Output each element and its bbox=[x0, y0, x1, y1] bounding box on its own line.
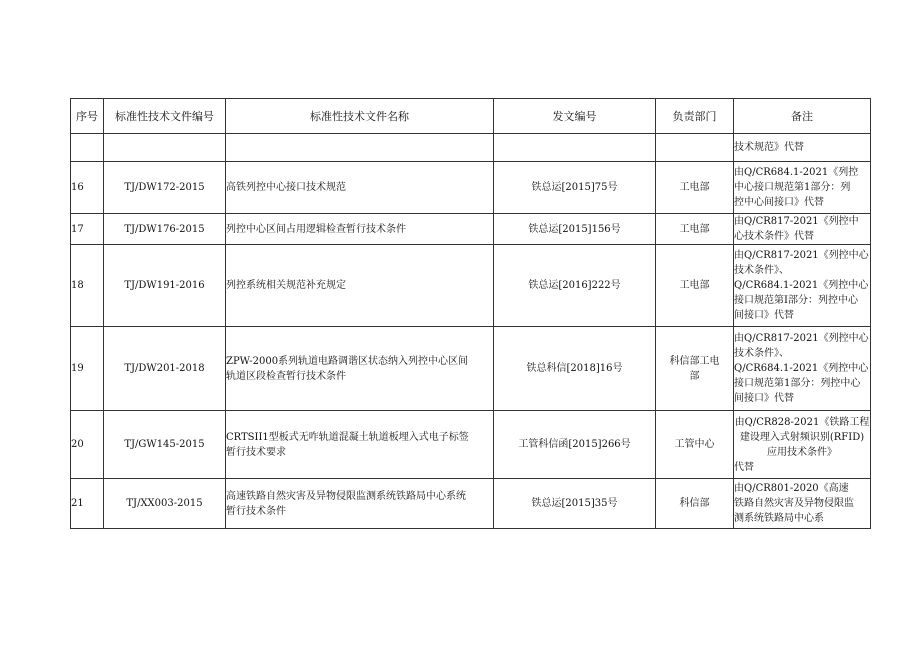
cell-note-line: 技术条件》、 bbox=[734, 265, 789, 276]
header-code: 标准性技术文件编号 bbox=[104, 99, 226, 134]
table-row bbox=[71, 327, 871, 411]
cell-code: TJ/DW176-2015 bbox=[104, 214, 226, 245]
cell-note-line: 间接口》代替 bbox=[734, 393, 794, 404]
cell-seq: 18 bbox=[71, 245, 104, 327]
table-header bbox=[71, 99, 871, 134]
cell-note bbox=[734, 162, 871, 214]
cell-note-line: 接口规范第I部分：列控中心 bbox=[734, 295, 858, 306]
cell-dept bbox=[656, 327, 734, 411]
cell-code: TJ/DW191-2016 bbox=[104, 245, 226, 327]
cell-dept bbox=[656, 411, 734, 479]
cell-dept bbox=[656, 214, 734, 245]
cell-note-line: 由Q/CR817-2021《列控中 bbox=[734, 216, 859, 227]
cell-dept bbox=[656, 479, 734, 529]
header-dept: 负责部门 bbox=[656, 99, 734, 134]
cell-dept bbox=[656, 245, 734, 327]
cell-name bbox=[226, 327, 494, 411]
cell-seq: 21 bbox=[71, 479, 104, 529]
cell-doc-no: 工管科信函[2015]266号 bbox=[494, 411, 656, 479]
cell-doc-no: 铁总运[2015]156号 bbox=[494, 214, 656, 245]
cell-code: TJ/XX003-2015 bbox=[104, 479, 226, 529]
cell-dept-line: 科信部工电 bbox=[669, 355, 720, 367]
cell-note-line: 技术规范》代替 bbox=[734, 142, 804, 153]
table-body bbox=[71, 134, 871, 529]
cell-note bbox=[734, 214, 871, 245]
cell-note-line: 由Q/CR684.1-2021《列控 bbox=[734, 167, 859, 178]
table-row bbox=[71, 134, 871, 162]
cell-dept-line: 部 bbox=[689, 370, 700, 382]
cell-seq: 20 bbox=[71, 411, 104, 479]
cell-note-line: Q/CR684.1-2021《列控中心 bbox=[734, 280, 869, 291]
header-row bbox=[71, 99, 871, 134]
cell-name-line: ZPW-2000系列轨道电路调谐区状态纳入列控中心区间 bbox=[226, 355, 469, 367]
cell-note-line: 由Q/CR817-2021《列控中心 bbox=[734, 333, 869, 344]
cell-code: TJ/DW172-2015 bbox=[104, 162, 226, 214]
cell-doc-no: 铁总运[2016]222号 bbox=[494, 245, 656, 327]
cell-name bbox=[226, 479, 494, 529]
cell-seq: 16 bbox=[71, 162, 104, 214]
cell-name bbox=[226, 411, 494, 479]
cell-note-line: 技术条件》、 bbox=[734, 348, 789, 359]
cell-dept-line: 科信部 bbox=[679, 498, 710, 509]
cell-note bbox=[734, 134, 871, 162]
cell-note bbox=[734, 327, 871, 411]
cell-note-line: 接口规范第1部分：列控中心 bbox=[734, 378, 861, 389]
cell-note-line: 由Q/CR817-2021《列控中心 bbox=[734, 250, 869, 261]
cell-doc-no bbox=[494, 134, 656, 162]
cell-note-line: 应用技术条件》 bbox=[767, 446, 837, 458]
cell-note-line: 控中心间接口》代替 bbox=[734, 197, 824, 208]
standards-table bbox=[70, 98, 871, 529]
table-row bbox=[71, 162, 871, 214]
cell-note-line: 间接口》代替 bbox=[734, 310, 794, 321]
cell-doc-no: 铁总科信[2018]16号 bbox=[494, 327, 656, 411]
cell-name bbox=[226, 214, 494, 245]
header-doc-no: 发文编号 bbox=[494, 99, 656, 134]
cell-name bbox=[226, 134, 494, 162]
cell-dept-line: 工电部 bbox=[679, 182, 710, 193]
cell-dept-line: 工电部 bbox=[679, 223, 710, 235]
cell-note-line: 代替 bbox=[734, 461, 754, 473]
cell-name-line: 列控中心区间占用逻辑检查暂行技术条件 bbox=[226, 223, 406, 235]
cell-dept bbox=[656, 162, 734, 214]
cell-note bbox=[734, 245, 871, 327]
cell-note-line: 铁路自然灾害及异物侵限监 bbox=[734, 498, 854, 509]
cell-note-line: Q/CR684.1-2021《列控中心 bbox=[734, 363, 869, 374]
cell-note-line: 测系统铁路局中心系 bbox=[734, 513, 824, 524]
cell-dept-line: 工管中心 bbox=[674, 439, 715, 450]
header-note: 备注 bbox=[734, 99, 871, 134]
cell-note-line: 由Q/CR828-2021《铁路工程 bbox=[734, 416, 870, 428]
table-row bbox=[71, 479, 871, 529]
cell-code: TJ/GW145-2015 bbox=[104, 411, 226, 479]
cell-name-line: 暂行技术要求 bbox=[226, 446, 286, 458]
header-seq: 序号 bbox=[71, 99, 104, 134]
cell-seq bbox=[71, 134, 104, 162]
cell-note-line: 由Q/CR801-2020《高速 bbox=[734, 483, 849, 494]
cell-name bbox=[226, 162, 494, 214]
table-row bbox=[71, 214, 871, 245]
cell-dept-line: 工电部 bbox=[679, 280, 710, 291]
cell-name bbox=[226, 245, 494, 327]
cell-name-line: 轨道区段检查暂行技术条件 bbox=[226, 370, 346, 382]
cell-name-line: 暂行技术条件 bbox=[226, 505, 286, 517]
cell-note-line: 建设理入式射频识别(RFID) bbox=[739, 431, 865, 443]
header-name: 标准性技术文件名称 bbox=[226, 99, 494, 134]
cell-doc-no: 铁总运[2015]35号 bbox=[494, 479, 656, 529]
cell-doc-no: 铁总运[2015]75号 bbox=[494, 162, 656, 214]
cell-dept bbox=[656, 134, 734, 162]
cell-seq: 17 bbox=[71, 214, 104, 245]
cell-code bbox=[104, 134, 226, 162]
table-row bbox=[71, 411, 871, 479]
cell-name-line: 高速铁路自然灾害及异物侵限监测系统铁路局中心系统 bbox=[226, 490, 466, 502]
cell-name-line: 高铁列控中心接口技术规范 bbox=[226, 182, 346, 193]
cell-note bbox=[734, 411, 871, 479]
cell-name-line: CRTSII1型板式无咋轨道混凝土轨道板埋入式电子标签 bbox=[226, 431, 469, 443]
cell-note-line: 心技术条件》代替 bbox=[734, 231, 814, 242]
table-row bbox=[71, 245, 871, 327]
cell-code: TJ/DW201-2018 bbox=[104, 327, 226, 411]
cell-seq: 19 bbox=[71, 327, 104, 411]
cell-note bbox=[734, 479, 871, 529]
cell-note-line: 中心接口规范第1部分：列 bbox=[734, 182, 851, 193]
cell-name-line: 列控系统相关规范补充规定 bbox=[226, 280, 346, 291]
